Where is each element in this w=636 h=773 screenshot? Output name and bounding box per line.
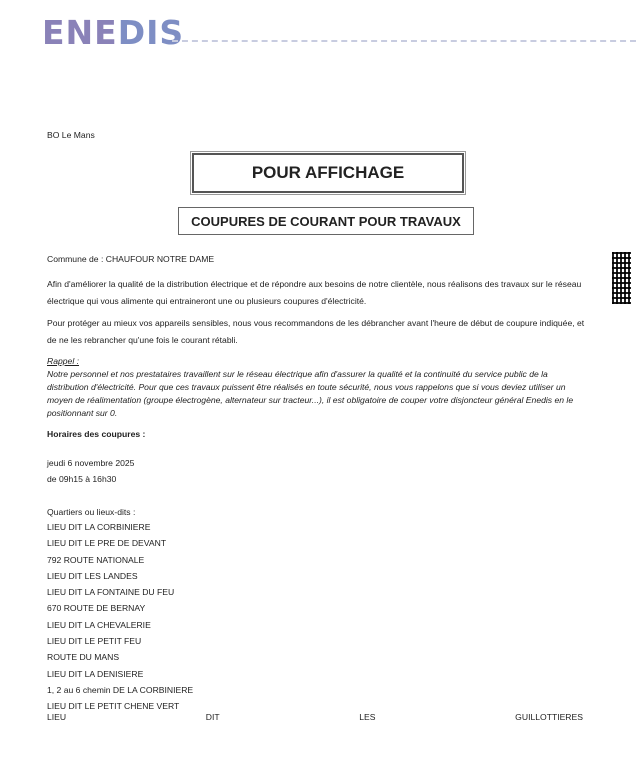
reminder-text: Notre personnel et nos prestataires travaillent sur le réseau électrique afin d'assurer la qualité et la continuité du service public de la distribution d'électricité. Pour que ces travaux puissent être réalisés en toute sécurité, nous vous rappelons que si vous deviez utiliser un moyen de réalimentation (groupe électrogène, alternateur sur tracteur...), il est obligatoire de couper votre disjoncteur général Enedis en le positionnant sur 0. <box>47 369 574 418</box>
list-item: LIEU DIT LES LANDES <box>47 570 138 581</box>
list-item: 792 ROUTE NATIONALE <box>47 554 145 565</box>
outage-time: de 09h15 à 16h30 <box>47 474 117 484</box>
header-divider <box>172 40 636 42</box>
list-item: 670 ROUTE DE BERNAY <box>47 603 146 614</box>
list-item: LIEU DIT LA CHEVALERIE <box>47 619 151 630</box>
list-item: LES <box>359 712 376 722</box>
list-item: LIEU <box>47 712 67 722</box>
justified-last-line <box>47 712 583 722</box>
list-item: GUILLOTTIERES <box>515 712 583 722</box>
outage-subtitle: COUPURES DE COURANT POUR TRAVAUX <box>178 207 474 235</box>
office-label: BO Le Mans <box>47 130 95 140</box>
reminder-heading: Rappel : <box>47 356 80 366</box>
list-item: LIEU DIT LA DENISIERE <box>47 668 144 679</box>
list-item: DIT <box>205 712 220 722</box>
enedis-logo: ENEDIS <box>42 13 185 52</box>
commune-line: Commune de : CHAUFOUR NOTRE DAME <box>47 254 215 264</box>
outage-date: jeudi 6 novembre 2025 <box>47 458 135 468</box>
list-item: LIEU DIT LA FONTAINE DU FEU <box>47 587 175 598</box>
schedule-heading: Horaires des coupures : <box>47 429 146 439</box>
advice-paragraph: Pour protéger au mieux vos appareils sensibles, nous vous recommandons de les débrancher avant l'heure de début de coupure indiquée, et de ne les rebrancher qu'une fois le courant rétabli. <box>47 318 585 345</box>
list-item: LIEU DIT LE PETIT FEU <box>47 636 142 647</box>
intro-paragraph: Afin d'améliorer la qualité de la distribution électrique et de répondre aux besoins de notre clientèle, nous réalisons des travaux sur le réseau électrique qui vous alimente qui entraineront une ou plusieurs coupures d'électricité. <box>47 279 582 306</box>
list-item: LIEU DIT LA CORBINIERE <box>47 522 151 532</box>
list-item: 1, 2 au 6 chemin DE LA CORBINIERE <box>47 684 194 695</box>
list-item: LIEU DIT LE PRE DE DEVANT <box>47 538 167 549</box>
places-label: Quartiers ou lieux-dits : <box>47 507 136 517</box>
list-item: ROUTE DU MANS <box>47 652 120 663</box>
list-item: LIEU DIT LE PETIT CHENE VERT <box>47 701 180 712</box>
places-list <box>47 519 193 715</box>
barcode-icon <box>612 252 631 304</box>
outage-schedule <box>47 455 587 487</box>
display-notice-title: POUR AFFICHAGE <box>192 153 464 193</box>
